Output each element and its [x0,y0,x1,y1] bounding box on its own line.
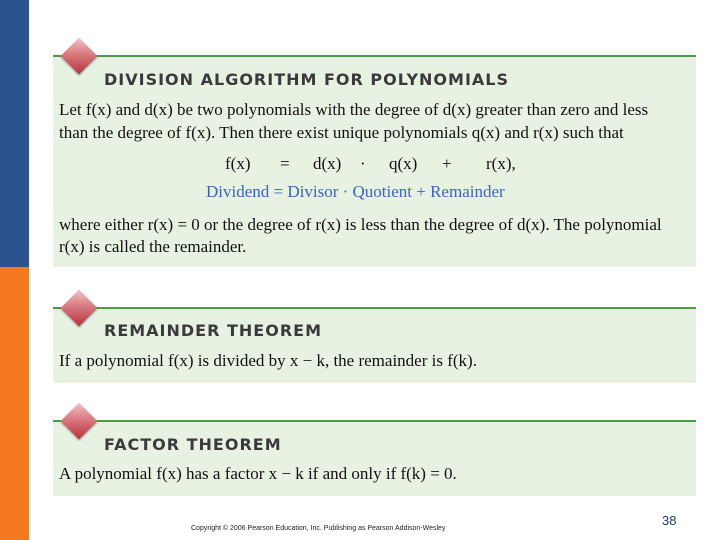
remainder-heading: REMAINDER THEOREM [104,321,323,340]
eq-quotient: q(x) [389,154,418,173]
eq-divisor: d(x) [313,154,342,173]
left-accent-bar-orange [0,267,29,540]
eq-plus: + [442,154,452,173]
division-text-line4: r(x) is called the remainder. [59,237,247,256]
copyright-footer: Copyright © 2006 Pearson Education, Inc. Publishing as Pearson Addison-Wesley [191,525,446,532]
factor-heading: FACTOR THEOREM [104,435,282,454]
division-text-line1: Let f(x) and d(x) be two polynomials with the degree of d(x) greater than zero and less [59,100,649,119]
division-text-line3: where either r(x) = 0 or the degree of r(x) is less than the degree of d(x). The polynomial [59,215,662,234]
division-heading: DIVISION ALGORITHM FOR POLYNOMIALS [104,70,509,89]
division-text-line2: than the degree of f(x). Then there exist unique polynomials q(x) and r(x) such that [59,123,624,142]
remainder-text: If a polynomial f(x) is divided by x − k, the remainder is f(k). [59,351,477,370]
eq-remainder: r(x), [486,154,516,173]
left-accent-bar-blue [0,0,29,267]
factor-theorem-box [53,422,696,496]
eq-dot: · [360,154,366,173]
eq-equals: = [280,154,290,173]
eq-dividend: f(x) [225,154,251,173]
factor-text: A polynomial f(x) has a factor x − k if and only if f(k) = 0. [59,464,457,483]
division-word-equation: Dividend = Divisor · Quotient + Remainder [206,182,505,201]
division-equation [0,154,720,176]
page-number: 38 [662,513,677,528]
